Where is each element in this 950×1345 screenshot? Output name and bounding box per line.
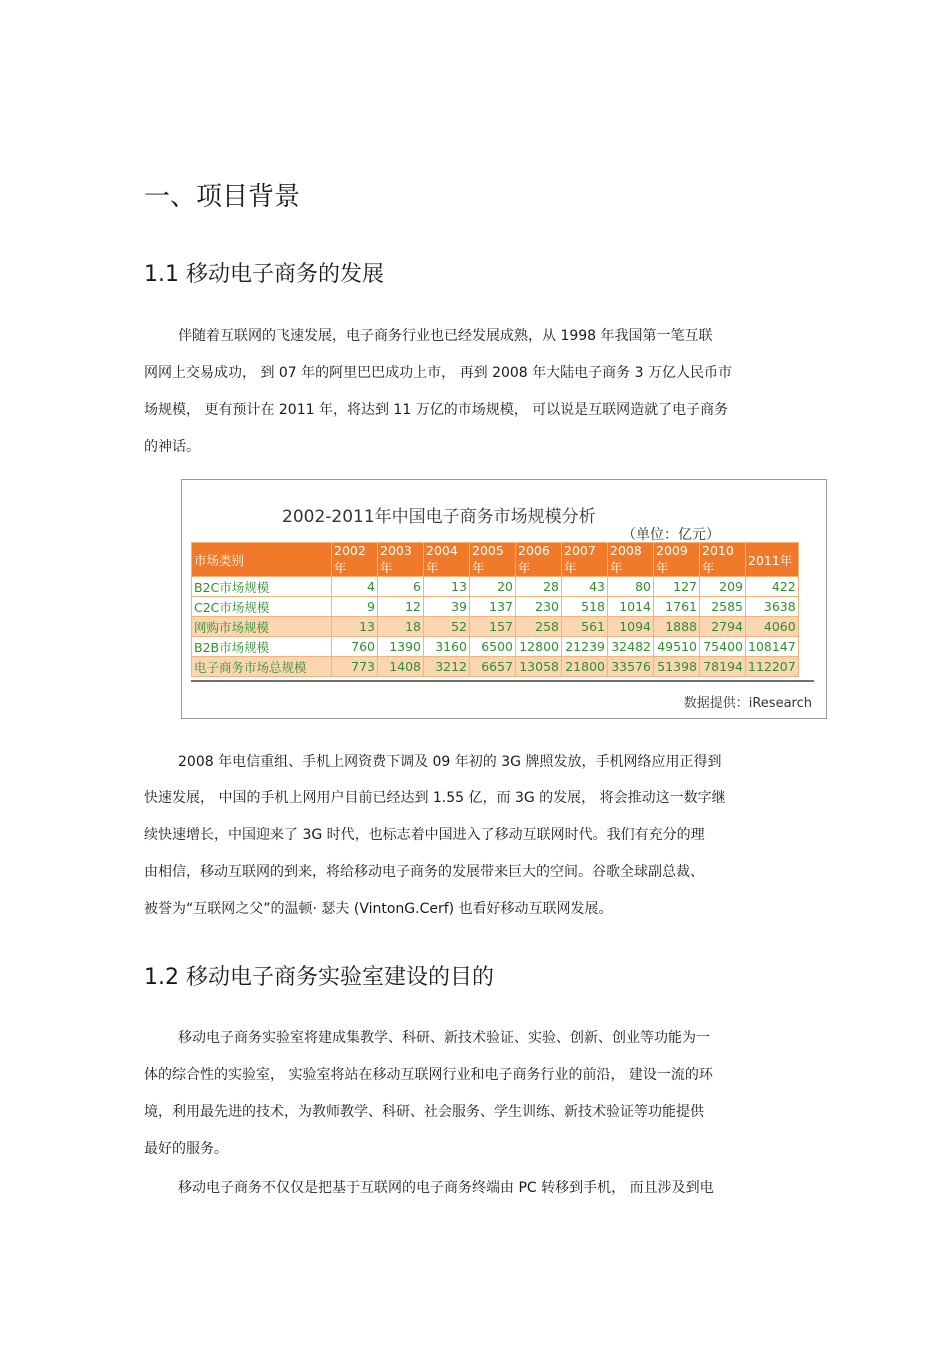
table-cell: 3212 xyxy=(424,657,470,677)
table-header-cell: 2005年 xyxy=(470,543,516,577)
table-cell: 12800 xyxy=(516,637,562,657)
table-cell: 49510 xyxy=(654,637,700,657)
table-cell: 1888 xyxy=(654,617,700,637)
table-cell: 230 xyxy=(516,597,562,617)
table-header-cell: 2006年 xyxy=(516,543,562,577)
table-cell: 1390 xyxy=(378,637,424,657)
paragraph-line: 2008 年电信重组、手机上网资费下调及 09 年初的 3G 牌照发放，手机网络应用正得到 xyxy=(178,754,722,770)
paragraph-line: 由相信，移动互联网的到来，将给移动电子商务的发展带来巨大的空间。谷歌全球副总裁、 xyxy=(144,864,704,880)
table-cell: 258 xyxy=(516,617,562,637)
figure-title: 2002-2011年中国电子商务市场规模分析 xyxy=(282,507,596,527)
paragraph-line: 被誉为“互联网之父”的温顿· 瑟夫 (VintonG.Cerf) 也看好移动互联网发展。 xyxy=(144,901,613,917)
table-cell: 21800 xyxy=(562,657,608,677)
table-header-cell: 2011年 xyxy=(746,543,799,577)
table-row xyxy=(192,637,799,657)
paragraph-line: 移动电子商务实验室将建成集教学、科研、新技术验证、实验、创新、创业等功能为一 xyxy=(178,1030,710,1046)
table-cell: 2794 xyxy=(700,617,746,637)
paragraph-line: 网网上交易成功， 到 07 年的阿里巴巴成功上市， 再到 2008 年大陆电子商务 3 万亿人民币市 xyxy=(144,365,732,381)
paragraph-line: 体的综合性的实验室， 实验室将站在移动互联网行业和电子商务行业的前沿， 建设一流的环 xyxy=(144,1067,713,1083)
table-cell: 33576 xyxy=(608,657,654,677)
figure-source: 数据提供：iResearch xyxy=(683,696,812,711)
table-cell: 28 xyxy=(516,577,562,597)
section-heading: 一、项目背景 xyxy=(144,182,301,212)
table-cell: 13 xyxy=(332,617,378,637)
table-cell: 21239 xyxy=(562,637,608,657)
table-cell: 108147 xyxy=(746,637,799,657)
table-row xyxy=(192,657,799,677)
table-cell: 6500 xyxy=(470,637,516,657)
table-cell: 12 xyxy=(378,597,424,617)
table-header-cell: 2002年 xyxy=(332,543,378,577)
table-header-row xyxy=(192,543,799,577)
table-cell: 3638 xyxy=(746,597,799,617)
paragraph-line: 的神话。 xyxy=(144,439,200,455)
table-cell: 32482 xyxy=(608,637,654,657)
table-cell: 52 xyxy=(424,617,470,637)
table-cell: 6 xyxy=(378,577,424,597)
table-cell: 43 xyxy=(562,577,608,597)
table-cell: 137 xyxy=(470,597,516,617)
table-cell: 13 xyxy=(424,577,470,597)
table-cell: 3160 xyxy=(424,637,470,657)
table-cell: 518 xyxy=(562,597,608,617)
table-cell: 4 xyxy=(332,577,378,597)
row-label: 电子商务市场总规模 xyxy=(192,657,332,677)
row-label: 网购市场规模 xyxy=(192,617,332,637)
table-header-cell: 2010年 xyxy=(700,543,746,577)
table-cell: 1014 xyxy=(608,597,654,617)
subsection-heading-1-2: 1.2 移动电子商务实验室建设的目的 xyxy=(144,965,494,990)
table-header-cell: 市场类别 xyxy=(192,543,332,577)
table-row xyxy=(192,577,799,597)
table-cell: 1761 xyxy=(654,597,700,617)
table-row xyxy=(192,597,799,617)
table-row xyxy=(192,617,799,637)
market-size-table xyxy=(191,542,799,677)
table-cell: 760 xyxy=(332,637,378,657)
paragraph-line: 场规模， 更有预计在 2011 年，将达到 11 万亿的市场规模， 可以说是互联网造就了电子商务 xyxy=(144,402,729,418)
table-cell: 78194 xyxy=(700,657,746,677)
paragraph-line: 快速发展， 中国的手机上网用户目前已经达到 1.55 亿，而 3G 的发展， 将会推动这一数字继 xyxy=(144,790,726,806)
table-cell: 4060 xyxy=(746,617,799,637)
figure-divider xyxy=(191,680,814,682)
figure-unit: （单位：亿元） xyxy=(622,527,720,543)
paragraph-line: 续快速增长，中国迎来了 3G 时代，也标志着中国进入了移动互联网时代。我们有充分的理 xyxy=(144,827,705,843)
paragraph-line: 境，利用最先进的技术，为教师教学、科研、社会服务、学生训练、新技术验证等功能提供 xyxy=(144,1104,704,1120)
row-label: B2B市场规模 xyxy=(192,637,332,657)
table-cell: 561 xyxy=(562,617,608,637)
paragraph-line: 移动电子商务不仅仅是把基于互联网的电子商务终端由 PC 转移到手机， 而且涉及到电 xyxy=(178,1180,714,1196)
subsection-heading-1-1: 1.1 移动电子商务的发展 xyxy=(144,262,384,287)
table-cell: 13058 xyxy=(516,657,562,677)
table-header-cell: 2007年 xyxy=(562,543,608,577)
market-size-figure xyxy=(181,479,827,719)
table-cell: 51398 xyxy=(654,657,700,677)
paragraph-line: 伴随着互联网的飞速发展，电子商务行业也已经发展成熟，从 1998 年我国第一笔互联 xyxy=(178,328,713,344)
table-cell: 157 xyxy=(470,617,516,637)
table-header-cell: 2008年 xyxy=(608,543,654,577)
table-header-cell: 2004年 xyxy=(424,543,470,577)
table-cell: 75400 xyxy=(700,637,746,657)
table-cell: 18 xyxy=(378,617,424,637)
table-header-cell: 2009年 xyxy=(654,543,700,577)
table-cell: 209 xyxy=(700,577,746,597)
row-label: C2C市场规模 xyxy=(192,597,332,617)
table-cell: 127 xyxy=(654,577,700,597)
table-cell: 80 xyxy=(608,577,654,597)
table-cell: 2585 xyxy=(700,597,746,617)
table-cell: 112207 xyxy=(746,657,799,677)
paragraph-line: 最好的服务。 xyxy=(144,1141,228,1157)
table-cell: 9 xyxy=(332,597,378,617)
row-label: B2C市场规模 xyxy=(192,577,332,597)
table-cell: 773 xyxy=(332,657,378,677)
table-cell: 1408 xyxy=(378,657,424,677)
table-cell: 39 xyxy=(424,597,470,617)
table-cell: 20 xyxy=(470,577,516,597)
table-header-cell: 2003年 xyxy=(378,543,424,577)
table-cell: 1094 xyxy=(608,617,654,637)
table-cell: 6657 xyxy=(470,657,516,677)
table-cell: 422 xyxy=(746,577,799,597)
